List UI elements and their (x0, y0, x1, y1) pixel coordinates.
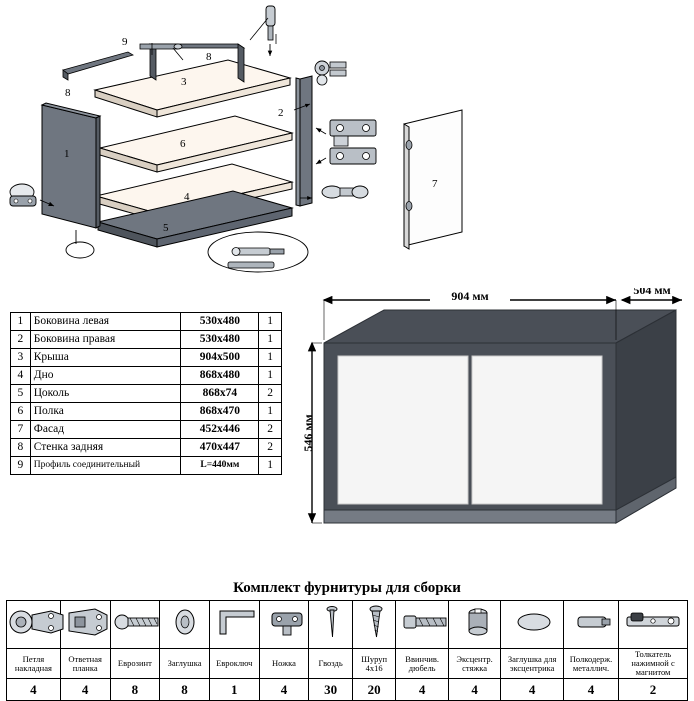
kit-item-label: Петля накладная (7, 649, 61, 679)
kit-item-label: Ножка (259, 649, 309, 679)
part-qty: 1 (259, 457, 282, 475)
kit-icons-row (7, 601, 688, 649)
kit-item-qty: 4 (563, 679, 618, 701)
kit-item-label: Эксцентр. стяжка (448, 649, 500, 679)
part-number: 9 (11, 457, 31, 475)
label-6: 6 (180, 138, 186, 150)
part-number: 1 (11, 313, 31, 331)
table-row (11, 385, 282, 403)
kit-item-label: Евроключ (209, 649, 259, 679)
part-right-side (296, 76, 312, 206)
euro-screw-icon (110, 601, 160, 649)
kit-item-qty: 8 (110, 679, 160, 701)
part-name: Цоколь (30, 385, 181, 403)
part-qty: 1 (259, 313, 282, 331)
part-shelf (100, 116, 292, 172)
exploded-assembly-diagram (0, 0, 470, 285)
screw-icon (352, 601, 396, 649)
mounting-plate-icon (60, 601, 110, 649)
kit-item-label: Заглушка для эксцентрика (501, 649, 564, 679)
part-number: 7 (11, 421, 31, 439)
cabinet-depth-label: 504 мм (633, 288, 671, 297)
part-name: Фасад (30, 421, 181, 439)
kit-item-qty: 20 (352, 679, 396, 701)
cam-lock-icon (448, 601, 500, 649)
part-name: Боковина левая (30, 313, 181, 331)
part-qty: 1 (259, 349, 282, 367)
label-1: 1 (64, 148, 70, 160)
kit-item-qty: 4 (7, 679, 61, 701)
part-name: Профиль соединительный (30, 457, 181, 475)
magnetic-catch-icon (619, 601, 688, 649)
label-5: 5 (163, 222, 169, 234)
rail-callout (228, 262, 274, 268)
kit-item-qty: 4 (448, 679, 500, 701)
kit-item-qty: 2 (619, 679, 688, 701)
part-size: 530х480 (181, 331, 259, 349)
label-2: 2 (278, 107, 284, 119)
kit-item-label: Еврозинт (110, 649, 160, 679)
part-qty: 1 (259, 403, 282, 421)
part-size: 470х447 (181, 439, 259, 457)
dowel-icon (396, 601, 448, 649)
part-left-side (42, 103, 100, 228)
euro-key-icon (209, 601, 259, 649)
part-name: Крыша (30, 349, 181, 367)
table-row (11, 367, 282, 385)
hinge-cup-group (322, 186, 368, 198)
part-back-panel-left (63, 52, 133, 80)
part-qty: 1 (259, 367, 282, 385)
part-top-panel (95, 60, 290, 117)
table-row (11, 403, 282, 421)
part-number: 4 (11, 367, 31, 385)
label-7: 7 (432, 178, 438, 190)
part-number: 8 (11, 439, 31, 457)
part-number: 6 (11, 403, 31, 421)
label-8-right: 8 (206, 51, 212, 63)
kit-labels-row (7, 649, 688, 679)
table-row (11, 439, 282, 457)
table-row (11, 457, 282, 475)
part-qty: 2 (259, 439, 282, 457)
part-number: 5 (11, 385, 31, 403)
part-name: Стенка задняя (30, 439, 181, 457)
label-4: 4 (184, 191, 190, 203)
kit-item-qty: 4 (259, 679, 309, 701)
part-name: Полка (30, 403, 181, 421)
part-name: Дно (30, 367, 181, 385)
fittings-kit-title: Комплект фурнитуры для сборки (233, 580, 461, 596)
parts-table-body (11, 313, 282, 475)
kit-item-label: Шуруп 4х16 (352, 649, 396, 679)
table-row (11, 313, 282, 331)
part-number: 2 (11, 331, 31, 349)
part-number: 3 (11, 349, 31, 367)
part-size: 530х480 (181, 313, 259, 331)
table-row (11, 331, 282, 349)
part-qty: 2 (259, 385, 282, 403)
kit-item-label: Ввинчив. дюбель (396, 649, 448, 679)
fittings-kit-table (6, 600, 688, 701)
kit-item-label: Ответная планка (60, 649, 110, 679)
nail-icon (309, 601, 353, 649)
overlay-hinge-icon (7, 601, 61, 649)
kit-item-qty: 30 (309, 679, 353, 701)
cabinet-width-label: 904 мм (451, 289, 489, 303)
part-size: 868х480 (181, 367, 259, 385)
label-8-left: 8 (65, 87, 71, 99)
part-name: Боковина правая (30, 331, 181, 349)
kit-item-qty: 1 (209, 679, 259, 701)
cam-cover-icon (501, 601, 564, 649)
hinge-assembly-icons (316, 120, 376, 164)
part-size: 868х74 (181, 385, 259, 403)
part-size: L=440мм (181, 457, 259, 475)
kit-item-label: Полкодерж. металлич. (563, 649, 618, 679)
kit-item-qty: 4 (60, 679, 110, 701)
cabinet-overview-drawing (300, 288, 690, 558)
cabinet-height-label: 546 мм (301, 414, 315, 452)
cam-fitting-group (315, 61, 346, 85)
cap-icon (160, 601, 210, 649)
kit-item-label: Толкатель нажимной с магнитом (619, 649, 688, 679)
parts-table (10, 312, 282, 475)
kit-quantities-row (7, 679, 688, 701)
kit-item-label: Заглушка (160, 649, 210, 679)
part-size: 452х446 (181, 421, 259, 439)
foot-icon (259, 601, 309, 649)
shelf-support-icon (563, 601, 618, 649)
part-size: 868х470 (181, 403, 259, 421)
kit-item-qty: 8 (160, 679, 210, 701)
label-9: 9 (122, 36, 128, 48)
part-size: 904х500 (181, 349, 259, 367)
part-qty: 1 (259, 331, 282, 349)
kit-item-label: Гвоздь (309, 649, 353, 679)
dowel-callout (266, 6, 275, 56)
table-row (11, 349, 282, 367)
part-connecting-profile (140, 44, 182, 49)
label-3: 3 (181, 76, 187, 88)
kit-item-qty: 4 (396, 679, 448, 701)
kit-item-qty: 4 (501, 679, 564, 701)
part-qty: 2 (259, 421, 282, 439)
table-row (11, 421, 282, 439)
